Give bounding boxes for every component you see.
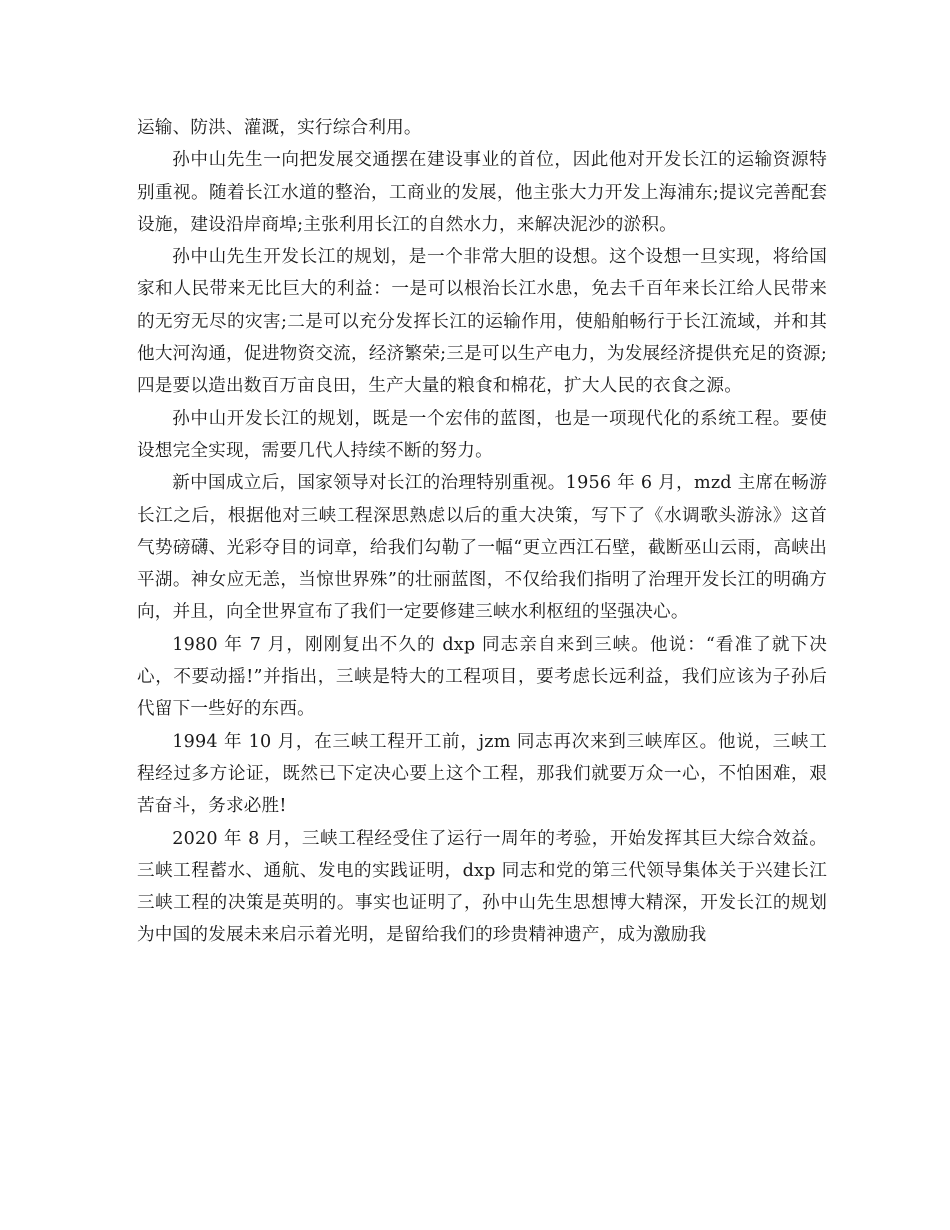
paragraph: 孙中山开发长江的规划，既是一个宏伟的蓝图，也是一项现代化的系统工程。要使设想完全实现，需要几代人持续不断的努力。 bbox=[137, 408, 827, 461]
paragraph: 2020 年 8 月，三峡工程经受住了运行一周年的考验，开始发挥其巨大综合效益。三峡工程蓄水、通航、发电的实践证明，dxp 同志和党的第三代领导集体关于兴建长江三峡工程的决策是英明的。事实也证明了，孙中山先生思想博大精深，开发长江的规划为中国的发展未来启示着光明，是留给我们的珍贵精神遗产，成为激励我 bbox=[137, 828, 827, 946]
paragraph: 新中国成立后，国家领导对长江的治理特别重视。1956 年 6 月，mzd 主席在畅游长江之后，根据他对三峡工程深思熟虑以后的重大决策，写下了《水调歌头游泳》这首气势磅礴、光彩夺目的词章，给我们勾勒了一幅“更立西江石壁，截断巫山云雨，高峡出平湖。神女应无恙，当惊世界殊”的壮丽蓝图，不仅给我们指明了治理开发长江的明确方向，并且，向全世界宣布了我们一定要修建三峡水利枢纽的坚强决心。 bbox=[137, 473, 827, 623]
document-body bbox=[137, 112, 827, 952]
paragraph-continuation: 运输、防洪、灌溉，实行综合利用。 bbox=[137, 118, 422, 138]
paragraph: 1994 年 10 月，在三峡工程开工前，jzm 同志再次来到三峡库区。他说，三峡工程经过多方论证，既然已下定决心要上这个工程，那我们就要万众一心，不怕困难，艰苦奋斗，务求必胜! bbox=[137, 731, 827, 817]
paragraph: 孙中山先生开发长江的规划，是一个非常大胆的设想。这个设想一旦实现，将给国家和人民带来无比巨大的利益：一是可以根治长江水患，免去千百年来长江给人民带来的无穷无尽的灾害;二是可以充分发挥长江的运输作用，使船舶畅行于长江流域，并和其他大河沟通，促进物资交流，经济繁荣;三是可以生产电力，为发展经济提供充足的资源;四是要以造出数百万亩良田，生产大量的粮食和棉花，扩大人民的衣食之源。 bbox=[137, 247, 827, 397]
paragraph: 孙中山先生一向把发展交通摆在建设事业的首位，因此他对开发长江的运输资源特别重视。随着长江水道的整治，工商业的发展，他主张大力开发上海浦东;提议完善配套设施，建设沿岸商埠;主张利用长江的自然水力，来解决泥沙的淤积。 bbox=[137, 150, 827, 235]
paragraph: 1980 年 7 月，刚刚复出不久的 dxp 同志亲自来到三峡。他说：“看准了就下决心，不要动摇!”并指出，三峡是特大的工程项目，要考虑长远利益，我们应该为子孙后代留下一些好的东西。 bbox=[137, 634, 827, 720]
